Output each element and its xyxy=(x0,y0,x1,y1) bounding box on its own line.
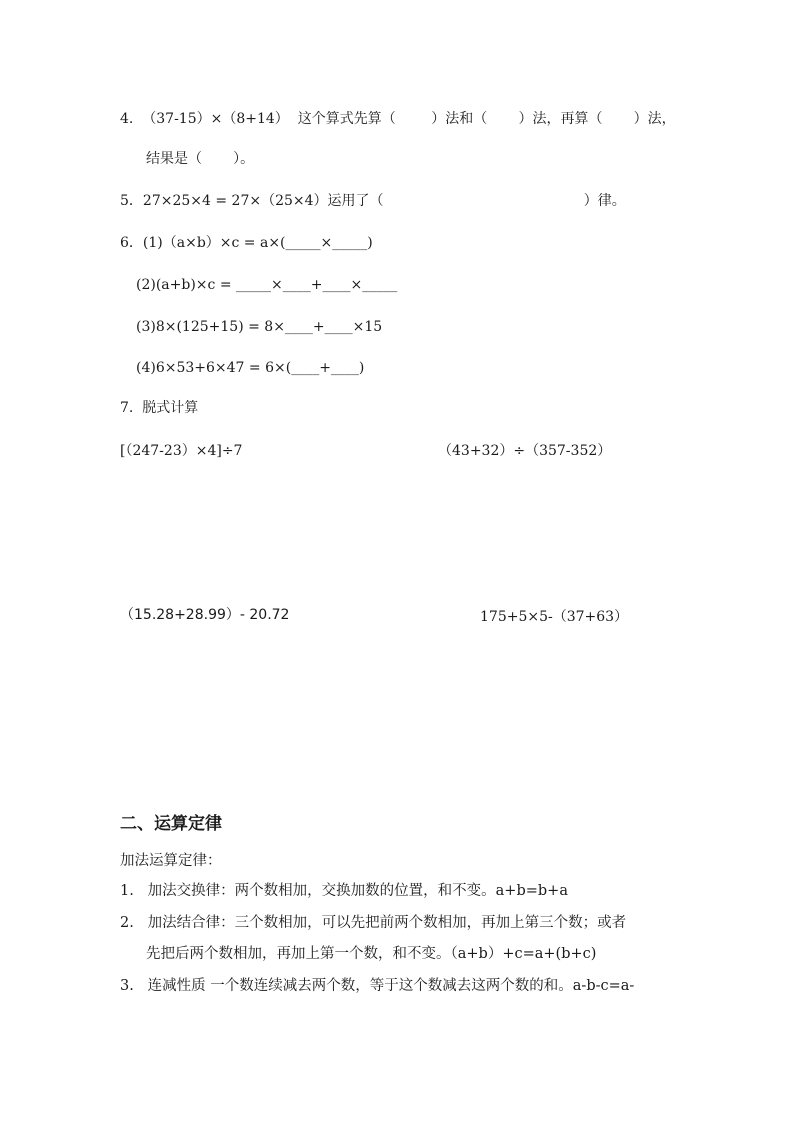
q7-expr-d: 175+5×5-（37+63） xyxy=(480,609,629,625)
q7-title: 7. 脱式计算 xyxy=(120,400,199,416)
q4-line1: 4. （37-15）×（8+14） 这个算式先算（ ）法和（ ）法，再算（ ）法， xyxy=(120,111,676,127)
q6-line2: (2)(a+b)×c = _____×____+____×_____ xyxy=(136,277,398,293)
law-item-1: 1. 加法交换律：两个数相加，交换加数的位置，和不变。a+b=b+a xyxy=(120,883,568,899)
q7-expr-c: （15.28+28.99）- 20.72 xyxy=(120,607,290,623)
q7-expr-a: [（247-23）×4]÷7 xyxy=(120,443,243,459)
q6-line3: (3)8×(125+15) = 8×____+____×15 xyxy=(136,319,383,335)
q4-line2: 结果是（ ）。 xyxy=(146,151,255,167)
law-item-3: 3. 连减性质 一个数连续减去两个数，等于这个数减去这两个数的和。a-b-c=a- xyxy=(120,978,635,994)
section2-heading: 二、运算定律 xyxy=(120,814,222,834)
q6-line4: (4)6×53+6×47 = 6×(____+____) xyxy=(136,360,365,376)
law-item-2-line2: 先把后两个数相加，再加上第一个数，和不变。（a+b）+c=a+(b+c) xyxy=(146,946,597,962)
law-item-2-line1: 2. 加法结合律：三个数相加，可以先把前两个数相加，再加上第三个数；或者 xyxy=(120,915,627,931)
q7-expr-b: （43+32）÷（357-352） xyxy=(438,443,612,459)
q6-line1: 6．(1)（a×b）×c = a×(_____×_____) xyxy=(120,235,373,251)
section2-subheading: 加法运算定律： xyxy=(120,853,222,869)
q5-line: 5．27×25×4 = 27×（25×4）运用了（ ）律。 xyxy=(120,193,626,209)
